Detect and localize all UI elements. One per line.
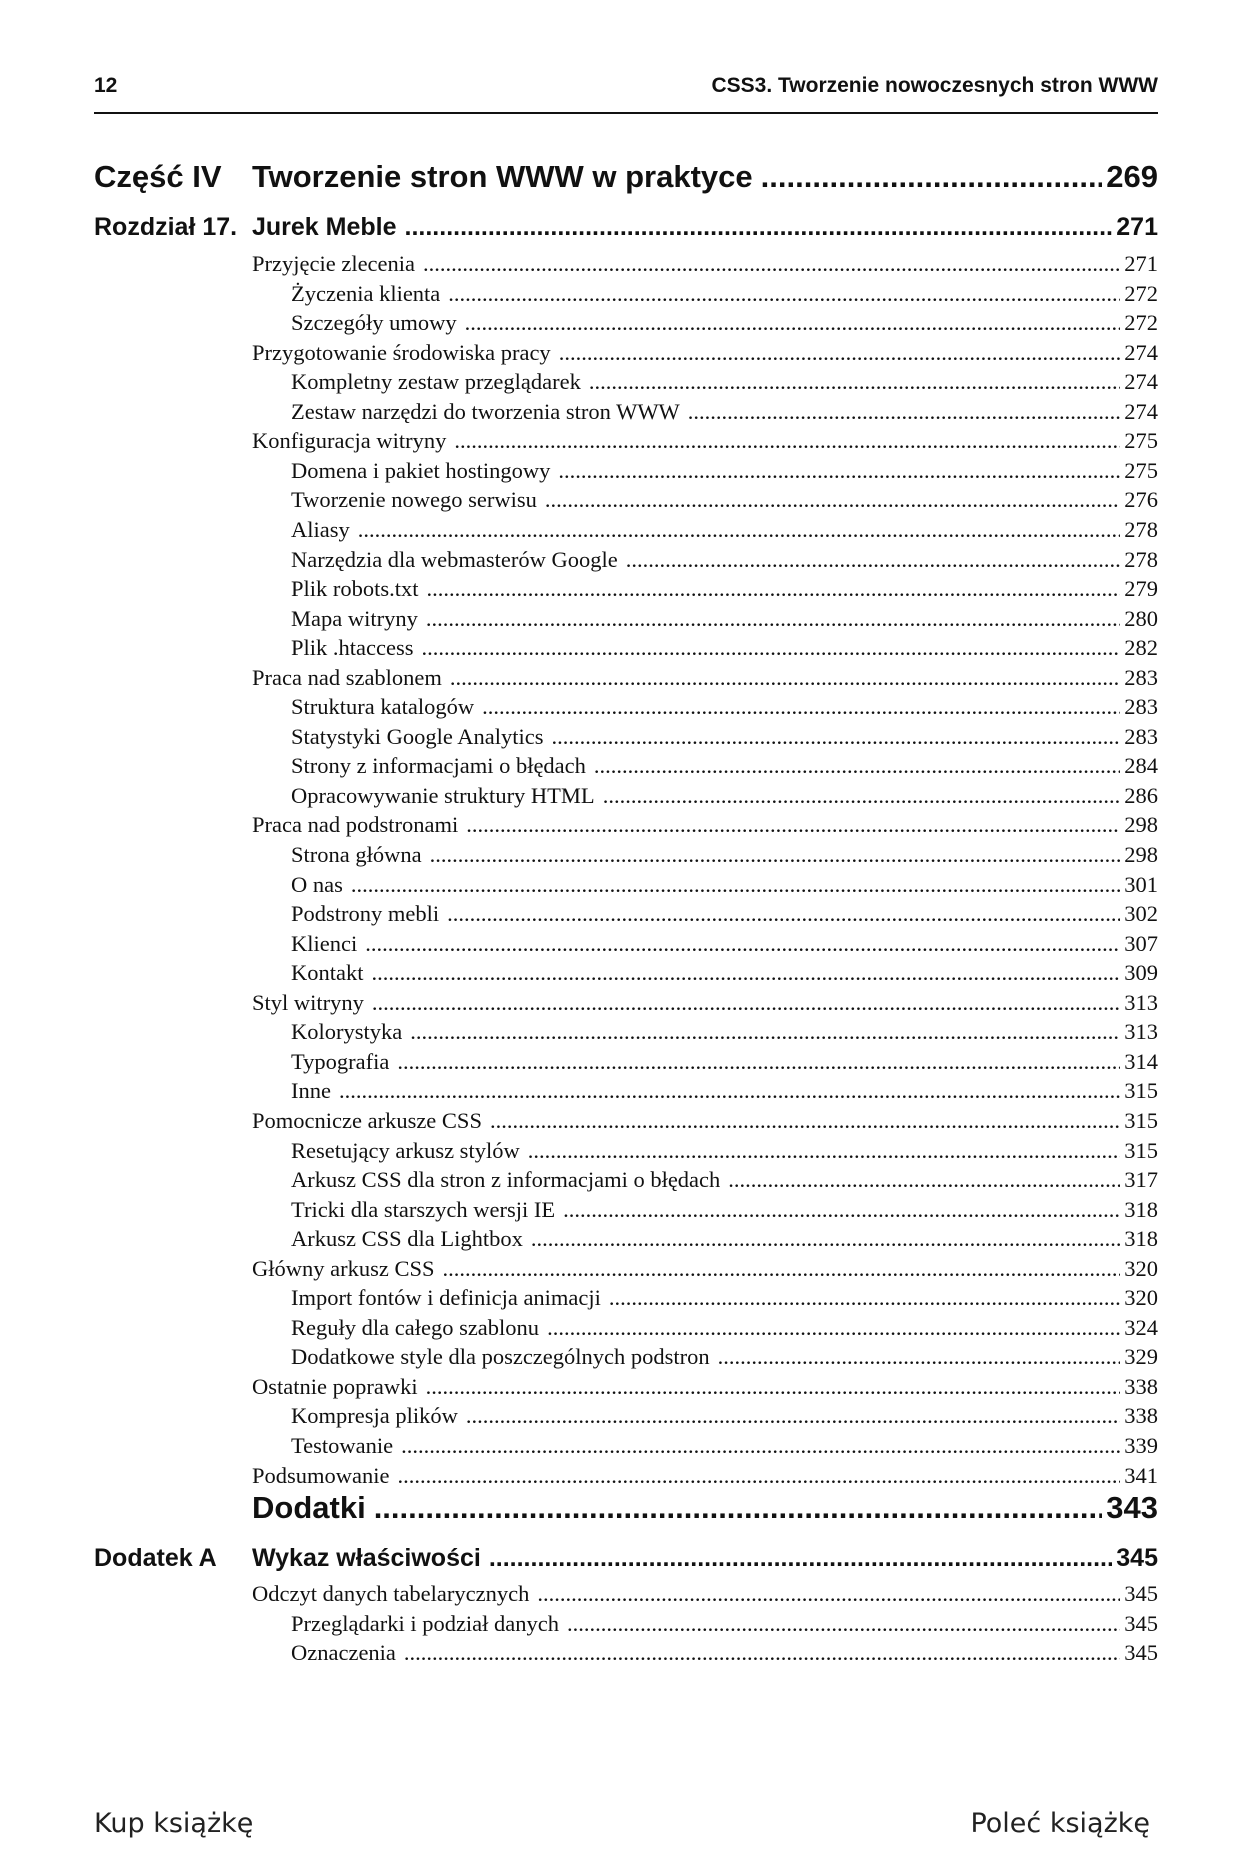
toc-entry [291, 281, 1158, 307]
leader-dots [401, 1433, 1120, 1459]
leader-dots [372, 960, 1121, 986]
leader-dots [466, 1403, 1120, 1429]
part-label: Część IV [94, 159, 222, 194]
leader-dots [421, 635, 1120, 661]
entry-page: 283 [1124, 694, 1158, 720]
toc-entry [291, 1078, 1158, 1104]
appendices-title: Dodatki [252, 1490, 366, 1525]
entry-title: O nas [291, 871, 343, 897]
leader-dots [397, 1049, 1120, 1075]
leader-dots [405, 213, 1113, 242]
entry-page: 345 [1124, 1610, 1158, 1636]
entry-title: Arkusz CSS dla Lightbox [291, 1226, 523, 1252]
toc-entry [291, 842, 1158, 868]
leader-dots [351, 872, 1120, 898]
entry-page: 274 [1124, 369, 1158, 395]
entry-page: 345 [1124, 1640, 1158, 1665]
leader-dots [603, 783, 1121, 809]
leader-dots [358, 517, 1121, 543]
leader-dots [552, 724, 1121, 750]
entry-page: 298 [1124, 842, 1158, 867]
toc-entry [291, 694, 1158, 720]
entry-page: 324 [1124, 1314, 1158, 1340]
leader-dots [448, 281, 1120, 307]
entry-title: Typografia [291, 1048, 390, 1074]
entry-page: 307 [1124, 930, 1158, 956]
appendices-page: 343 [1106, 1490, 1158, 1525]
toc-entry [291, 1403, 1158, 1429]
entry-title: Opracowywanie struktury HTML [291, 782, 595, 808]
entry-title: Kolorystyka [291, 1019, 403, 1045]
chapter-label: Rozdział 17. [94, 213, 238, 241]
entry-page: 284 [1124, 753, 1158, 779]
toc-entry [291, 576, 1158, 602]
leader-dots [728, 1167, 1120, 1193]
toc-entry [291, 517, 1158, 543]
entry-title: Przeglądarki i podział danych [291, 1610, 560, 1636]
leader-dots [688, 399, 1120, 425]
entry-title: Kontakt [291, 960, 364, 986]
leader-dots [450, 665, 1120, 691]
entry-page: 315 [1124, 1078, 1158, 1104]
leader-dots [589, 369, 1120, 395]
entry-title: Arkusz CSS dla stron z informacjami o błędach [291, 1167, 721, 1193]
toc-entry [291, 1019, 1158, 1045]
leader-dots [528, 1138, 1121, 1164]
entry-page: 276 [1124, 487, 1158, 513]
entry-page: 274 [1124, 339, 1158, 365]
leader-dots [374, 1490, 1103, 1526]
entry-title: Praca nad podstronami [252, 812, 459, 838]
leader-dots [531, 1226, 1120, 1252]
toc-entry [291, 724, 1158, 750]
toc-entry [291, 1167, 1158, 1193]
entry-page: 315 [1124, 1137, 1158, 1163]
entry-page: 313 [1124, 1019, 1158, 1045]
entry-title: Życzenia klienta [291, 280, 441, 306]
entry-page: 345 [1124, 1581, 1158, 1606]
chapter-heading [252, 213, 1158, 242]
page-number: 12 [94, 74, 118, 97]
entry-page: 317 [1124, 1167, 1158, 1193]
entry-title: Odczyt danych tabelarycznych [252, 1581, 530, 1606]
entry-page: 272 [1124, 280, 1158, 306]
leader-dots [454, 428, 1120, 454]
toc-entry [291, 960, 1158, 986]
leader-dots [443, 1256, 1121, 1282]
entry-title: Aliasy [291, 516, 350, 542]
toc-entry [291, 753, 1158, 779]
leader-dots [563, 1197, 1120, 1223]
leader-dots [404, 1640, 1120, 1666]
toc-entry [291, 1049, 1158, 1075]
toc-entry [291, 1197, 1158, 1223]
entry-page: 314 [1124, 1048, 1158, 1074]
running-header [94, 74, 1158, 114]
entry-title: Szczegóły umowy [291, 310, 457, 336]
leader-dots [427, 576, 1121, 602]
leader-dots [365, 931, 1120, 957]
leader-dots [559, 340, 1121, 366]
leader-dots [423, 251, 1120, 277]
entry-page: 301 [1124, 871, 1158, 897]
entry-title: Strony z informacjami o błędach [291, 753, 586, 779]
entry-page: 313 [1124, 989, 1158, 1015]
leader-dots [609, 1285, 1120, 1311]
leader-dots [466, 812, 1120, 838]
entry-title: Struktura katalogów [291, 694, 475, 720]
entry-title: Testowanie [291, 1433, 394, 1458]
part-page: 269 [1106, 159, 1158, 194]
entry-page: 339 [1124, 1433, 1158, 1458]
toc-entry [291, 399, 1158, 425]
entry-page: 298 [1124, 812, 1158, 838]
entry-page: 302 [1124, 901, 1158, 927]
entry-title: Mapa witryny [291, 605, 418, 631]
entry-title: Pomocnicze arkusze CSS [252, 1107, 482, 1133]
entry-title: Narzędzia dla webmasterów Google [291, 546, 618, 572]
leader-dots [490, 1108, 1120, 1134]
entry-title: Podsumowanie [252, 1462, 390, 1488]
toc-entry [291, 547, 1158, 573]
leader-dots [430, 842, 1121, 868]
entry-title: Kompresja plików [291, 1403, 458, 1429]
toc-entry [252, 340, 1158, 366]
toc-entry [252, 1581, 1158, 1607]
toc-entry [291, 1611, 1158, 1637]
leader-dots [482, 694, 1120, 720]
toc-entry [252, 812, 1158, 838]
leader-dots [567, 1611, 1120, 1637]
appendix-label: Dodatek A [94, 1544, 217, 1572]
entry-page: 309 [1124, 960, 1158, 986]
recommend-book-link[interactable]: Poleć książkę [970, 1808, 1150, 1839]
entry-page: 283 [1124, 664, 1158, 690]
toc-entry [291, 487, 1158, 513]
leader-dots [426, 606, 1120, 632]
entry-page: 329 [1124, 1344, 1158, 1370]
entry-page: 279 [1124, 576, 1158, 602]
entry-page: 283 [1124, 723, 1158, 749]
toc-entry [291, 901, 1158, 927]
entry-page: 318 [1124, 1226, 1158, 1252]
entry-title: Tricki dla starszych wersji IE [291, 1196, 556, 1222]
entry-title: Dodatkowe style dla poszczególnych podstron [291, 1344, 710, 1370]
entry-page: 315 [1124, 1107, 1158, 1133]
entry-title: Reguły dla całego szablonu [291, 1314, 540, 1340]
entry-title: Inne [291, 1078, 331, 1104]
toc-entry [291, 783, 1158, 809]
entry-page: 341 [1124, 1462, 1158, 1488]
entry-page: 274 [1124, 398, 1158, 424]
book-title: CSS3. Tworzenie nowoczesnych stron WWW [711, 74, 1158, 97]
toc-entry [291, 872, 1158, 898]
leader-dots [594, 753, 1120, 779]
leader-dots [761, 159, 1103, 195]
part-title: Tworzenie stron WWW w praktyce [252, 159, 753, 194]
toc-entry [252, 665, 1158, 691]
entry-page: 275 [1124, 457, 1158, 483]
leader-dots [537, 1581, 1120, 1607]
toc-entry [291, 635, 1158, 661]
entry-title: Domena i pakiet hostingowy [291, 457, 551, 483]
entry-title: Strona główna [291, 842, 422, 867]
entry-title: Statystyki Google Analytics [291, 723, 544, 749]
entry-title: Kompletny zestaw przeglądarek [291, 369, 581, 395]
leader-dots [398, 1463, 1121, 1489]
entry-title: Resetujący arkusz stylów [291, 1137, 520, 1163]
entry-title: Praca nad szablonem [252, 664, 442, 690]
toc-entry [291, 310, 1158, 336]
entry-title: Główny arkusz CSS [252, 1255, 435, 1281]
entry-title: Przygotowanie środowiska pracy [252, 339, 551, 365]
entry-page: 278 [1124, 546, 1158, 572]
appendices-heading [252, 1490, 1158, 1526]
leader-dots [447, 901, 1120, 927]
toc-entry [291, 1344, 1158, 1370]
entry-title: Import fontów i definicja animacji [291, 1285, 601, 1311]
chapter-title: Jurek Meble [252, 213, 397, 241]
entry-page: 280 [1124, 605, 1158, 631]
entry-page: 338 [1124, 1403, 1158, 1429]
toc-entry [291, 1138, 1158, 1164]
entry-page: 320 [1124, 1285, 1158, 1311]
chapter-page: 271 [1116, 213, 1158, 241]
entry-title: Plik robots.txt [291, 576, 419, 602]
appendix-page: 345 [1116, 1544, 1158, 1572]
appendix-title: Wykaz właściwości [252, 1544, 481, 1572]
leader-dots [545, 487, 1120, 513]
entry-page: 271 [1124, 251, 1158, 276]
leader-dots [410, 1019, 1120, 1045]
toc-entry [252, 428, 1158, 454]
toc-entry [291, 1640, 1158, 1666]
entry-page: 318 [1124, 1196, 1158, 1222]
appendix-heading [252, 1544, 1158, 1573]
toc-entry [291, 1433, 1158, 1459]
entry-title: Tworzenie nowego serwisu [291, 487, 537, 513]
entry-page: 338 [1124, 1373, 1158, 1399]
entry-title: Plik .htaccess [291, 635, 414, 661]
leader-dots [558, 458, 1120, 484]
toc-entry [291, 1315, 1158, 1341]
toc-entry [252, 1463, 1158, 1489]
toc-entry [291, 606, 1158, 632]
entry-title: Zestaw narzędzi do tworzenia stron WWW [291, 398, 680, 424]
entry-title: Klienci [291, 930, 358, 956]
entry-page: 275 [1124, 428, 1158, 454]
entry-title: Styl witryny [252, 989, 364, 1015]
buy-book-link[interactable]: Kup książkę [94, 1808, 254, 1839]
toc-entry [291, 369, 1158, 395]
entry-title: Ostatnie poprawki [252, 1373, 418, 1399]
entry-title: Przyjęcie zlecenia [252, 251, 416, 276]
leader-dots [339, 1078, 1120, 1104]
leader-dots [465, 310, 1121, 336]
toc-entry [252, 1108, 1158, 1134]
toc-entry [291, 458, 1158, 484]
toc-entry [252, 251, 1158, 277]
toc-entry [291, 1226, 1158, 1252]
leader-dots [718, 1344, 1121, 1370]
entry-page: 320 [1124, 1255, 1158, 1281]
toc-entry [291, 1285, 1158, 1311]
entry-page: 286 [1124, 782, 1158, 808]
entry-title: Oznaczenia [291, 1640, 396, 1665]
leader-dots [626, 547, 1121, 573]
entry-page: 282 [1124, 635, 1158, 661]
entry-page: 272 [1124, 310, 1158, 336]
toc-entry [291, 931, 1158, 957]
leader-dots [547, 1315, 1120, 1341]
toc-entry [252, 1256, 1158, 1282]
entry-title: Podstrony mebli [291, 901, 440, 927]
toc-entry [252, 990, 1158, 1016]
part-heading [252, 159, 1158, 195]
entry-page: 278 [1124, 516, 1158, 542]
toc-entry [252, 1374, 1158, 1400]
entry-title: Konfiguracja witryny [252, 428, 447, 454]
leader-dots [426, 1374, 1121, 1400]
leader-dots [372, 990, 1120, 1016]
leader-dots [489, 1544, 1112, 1573]
